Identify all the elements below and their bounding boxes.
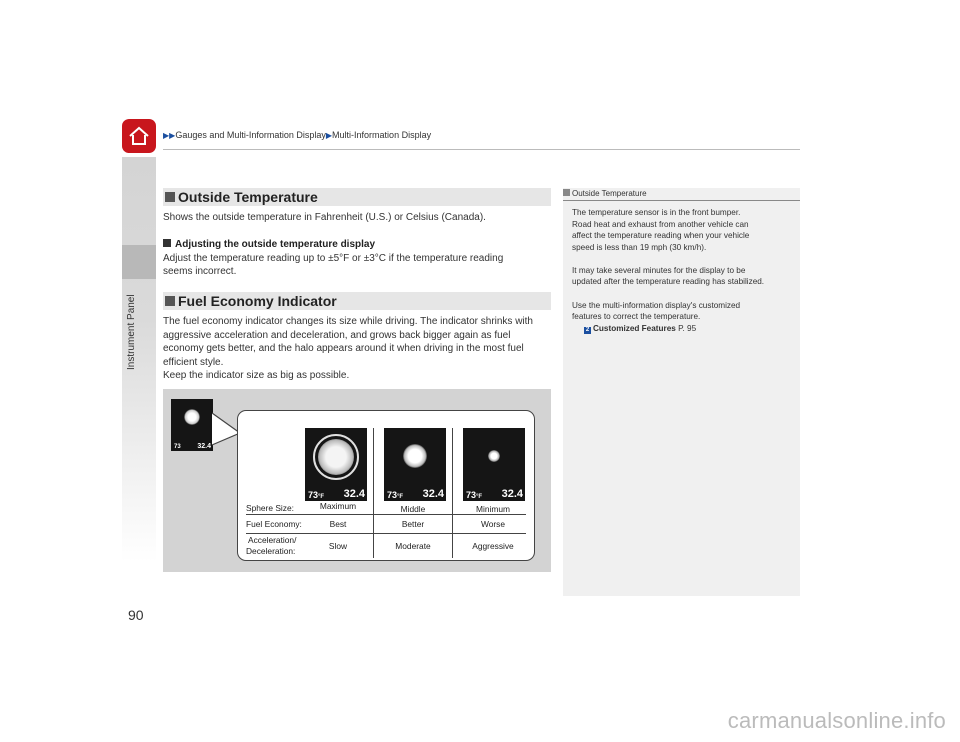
- sphere-size-value: Maximum: [319, 501, 357, 511]
- page-number: 90: [128, 607, 144, 623]
- fuel-economy-text: [163, 315, 553, 383]
- section-header-outside-temperature: [163, 188, 551, 206]
- economy-readout: 32.4: [197, 443, 211, 450]
- breadcrumb-item-mid[interactable]: Multi-Information Display: [332, 130, 432, 140]
- home-icon: [128, 126, 150, 146]
- temp-readout: 73: [174, 444, 181, 450]
- row-label-decel: Deceleration:: [246, 546, 296, 556]
- cross-reference[interactable]: 2 Customized Features P. 95: [585, 323, 697, 333]
- economy-readout: 32.4: [422, 488, 444, 500]
- fuel-economy-line: efficient style.: [163, 356, 224, 368]
- header-rule: [163, 149, 800, 150]
- fuel-economy-line: Keep the indicator size as big as possible.: [163, 370, 350, 382]
- display-minimum: 73°F 32.4: [463, 428, 525, 501]
- adjust-temp-line: seems incorrect.: [163, 266, 237, 278]
- fuel-economy-value: Better: [401, 519, 425, 529]
- note-body: [572, 207, 797, 346]
- fuel-economy-line: aggressive acceleration and deceleration, and grows back bigger again as fuel: [163, 329, 511, 341]
- section-header-fuel-economy: [163, 292, 551, 310]
- fuel-sphere-icon: [488, 450, 500, 462]
- section-title: Fuel Economy Indicator: [178, 293, 337, 309]
- row-divider: [246, 514, 526, 515]
- section-title: Outside Temperature: [178, 189, 318, 205]
- home-button[interactable]: [122, 119, 156, 153]
- breadcrumb-item-gauges[interactable]: Gauges and Multi-Information Display: [175, 130, 326, 140]
- small-display-preview: [171, 399, 213, 451]
- economy-readout: 32.4: [343, 488, 365, 500]
- note-paragraph: The temperature sensor is in the front bumper. Road heat and exhaust from another vehicle can affect the temperature reading when your vehicle speed is less than 19 mph (30 km/h).: [572, 208, 750, 252]
- column-divider: [373, 428, 374, 558]
- adjust-temp-heading: Adjusting the outside temperature display: [163, 238, 503, 252]
- adjust-temp-block: [163, 238, 503, 279]
- fuel-economy-line: economy gets better, and the halo appears around it when driving in the most fuel: [163, 343, 524, 355]
- square-bullet-icon: [165, 296, 175, 306]
- fuel-sphere-icon: [184, 409, 200, 425]
- cross-reference-icon: 2: [585, 326, 590, 333]
- acceleration-value: Slow: [328, 541, 348, 551]
- breadcrumb-arrow-icon: ▶: [325, 131, 333, 140]
- economy-readout: 32.4: [501, 488, 523, 500]
- row-label-sphere: Sphere Size:: [246, 503, 294, 513]
- watermark: carmanualsonline.info: [727, 708, 946, 733]
- acceleration-value: Moderate: [395, 541, 431, 551]
- fuel-sphere-icon: [318, 439, 354, 475]
- breadcrumb: [163, 130, 431, 140]
- column-divider: [452, 428, 453, 558]
- display-maximum: 73°F 32.4: [305, 428, 367, 501]
- sphere-size-value: Minimum: [476, 504, 510, 514]
- fuel-economy-value: Best: [329, 519, 347, 529]
- acceleration-value: Aggressive: [472, 541, 514, 551]
- sphere-size-value: Middle: [400, 504, 426, 514]
- outside-temp-text: Shows the outside temperature in Fahrenheit (U.S.) or Celsius (Canada).: [163, 212, 486, 223]
- note-paragraph: Use the multi-information display's customized features to correct the temperature. 2 Customized Features P. 95: [572, 300, 741, 333]
- note-icon: [563, 189, 570, 196]
- note-paragraph: It may take several minutes for the display to be updated after the temperature reading has stabilized.: [572, 265, 765, 287]
- fuel-economy-line: The fuel economy indicator changes its size while driving. The indicator shrinks with: [163, 316, 533, 327]
- square-bullet-icon: [163, 239, 171, 247]
- square-bullet-icon: [165, 192, 175, 202]
- fuel-economy-value: Worse: [480, 519, 506, 529]
- row-label-accel: Acceleration/: [248, 535, 297, 545]
- adjust-temp-line: Adjust the temperature reading up to ±5°F or ±3°C if the temperature reading: [163, 252, 504, 264]
- fuel-sphere-icon: [403, 444, 427, 468]
- note-heading: Outside Temperature: [563, 189, 800, 201]
- row-label-fuel: Fuel Economy:: [246, 519, 302, 529]
- row-divider: [246, 533, 526, 534]
- display-middle: 73°F 32.4: [384, 428, 446, 501]
- sidebar-section-label: Instrument Panel: [126, 294, 137, 370]
- breadcrumb-arrow-icon: ▶▶: [163, 131, 176, 140]
